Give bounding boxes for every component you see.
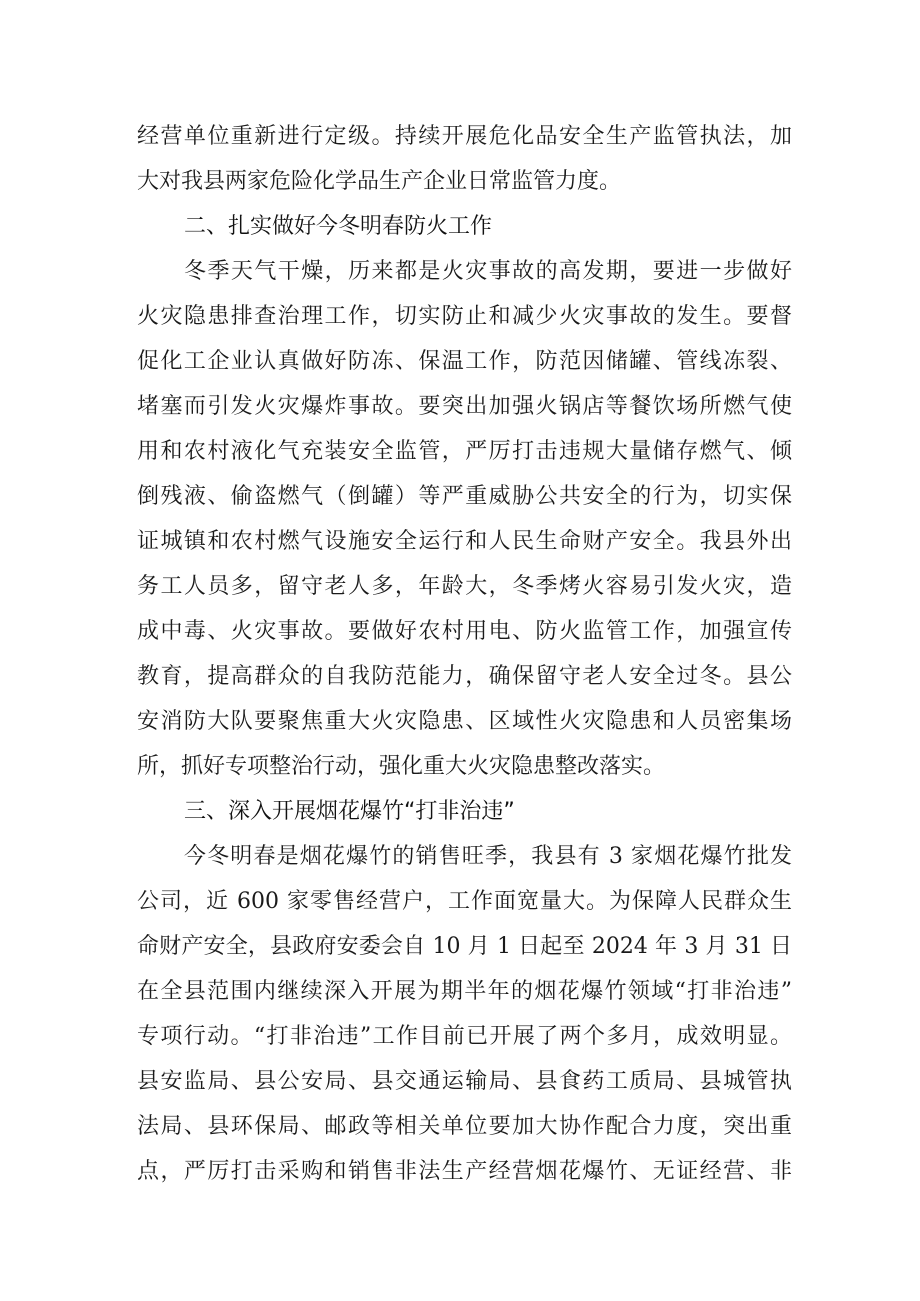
paragraph-3-line-3: 命财产安全，县政府安委会自 10 月 1 日起至 2024 年 3 月 31 日 — [137, 934, 792, 959]
paragraph-2-line-4: 堵塞而引发火灾爆炸事故。要突出加强火锅店等餐饮场所燃气使 — [137, 394, 792, 419]
section-heading-2: 二、扎实做好今冬明春防火工作 — [184, 214, 493, 239]
paragraph-1-line-2: 大对我县两家危险化学品生产企业日常监管力度。 — [137, 169, 622, 194]
paragraph-3-line-4: 在全县范围内继续深入开展为期半年的烟花爆竹领域“打非治违” — [137, 979, 792, 1004]
paragraph-2-line-6: 倒残液、偷盗燃气（倒罐）等严重威胁公共安全的行为，切实保 — [137, 484, 792, 509]
paragraph-2-line-3: 促化工企业认真做好防冻、保温工作，防范因储罐、管线冻裂、 — [137, 349, 792, 374]
paragraph-2-line-8: 务工人员多，留守老人多，年龄大，冬季烤火容易引发火灾，造 — [137, 574, 792, 599]
paragraph-3-line-8: 点，严厉打击采购和销售非法生产经营烟花爆竹、无证经营、非 — [137, 1159, 792, 1184]
paragraph-3-line-6: 县安监局、县公安局、县交通运输局、县食药工质局、县城管执 — [137, 1069, 792, 1094]
paragraph-2-line-11: 安消防大队要聚焦重大火灾隐患、区域性火灾隐患和人员密集场 — [137, 709, 792, 734]
section-heading-3: 三、深入开展烟花爆竹“打非治违” — [184, 799, 515, 824]
paragraph-2-line-5: 用和农村液化气充装安全监管，严厉打击违规大量储存燃气、倾 — [137, 439, 792, 464]
paragraph-3-line-7: 法局、县环保局、邮政等相关单位要加大协作配合力度，突出重 — [137, 1114, 792, 1139]
paragraph-3-line-2: 公司，近 600 家零售经营户，工作面宽量大。为保障人民群众生 — [137, 889, 792, 914]
paragraph-2-line-10: 教育，提高群众的自我防范能力，确保留守老人安全过冬。县公 — [137, 664, 792, 689]
paragraph-2-line-1: 冬季天气干燥，历来都是火灾事故的高发期，要进一步做好 — [184, 259, 792, 284]
paragraph-2-line-9: 成中毒、火灾事故。要做好农村用电、防火监管工作，加强宣传 — [137, 619, 792, 644]
paragraph-2-line-7: 证城镇和农村燃气设施安全运行和人民生命财产安全。我县外出 — [137, 529, 792, 554]
paragraph-3-line-1: 今冬明春是烟花爆竹的销售旺季，我县有 3 家烟花爆竹批发 — [184, 844, 792, 869]
paragraph-1-line-1: 经营单位重新进行定级。持续开展危化品安全生产监管执法，加 — [137, 124, 792, 149]
paragraph-2-line-2: 火灾隐患排查治理工作，切实防止和减少火灾事故的发生。要督 — [137, 304, 792, 329]
paragraph-3-line-5: 专项行动。“打非治违”工作目前已开展了两个多月，成效明显。 — [137, 1024, 792, 1049]
paragraph-2-line-12: 所，抓好专项整治行动，强化重大火灾隐患整改落实。 — [137, 754, 666, 779]
